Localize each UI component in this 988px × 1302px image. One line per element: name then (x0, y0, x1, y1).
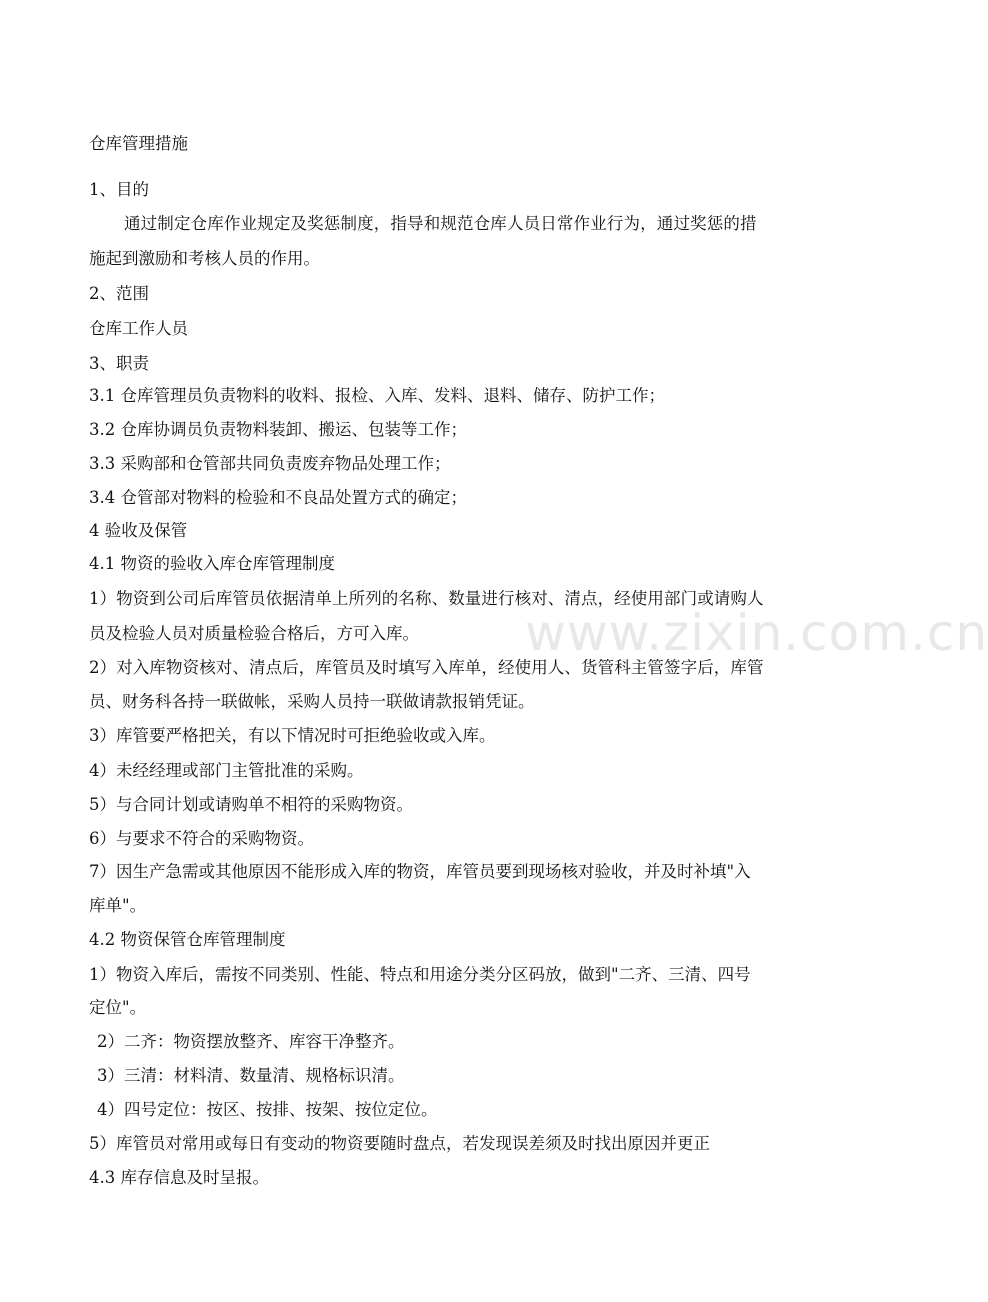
list-item: 3）库管要严格把关，有以下情况时可拒绝验收或入库。 (89, 726, 496, 745)
paragraph-line: 仓库工作人员 (89, 319, 188, 338)
list-item: 3.2 仓库协调员负责物料装卸、搬运、包装等工作； (89, 420, 467, 439)
list-item: 3）三清：材料清、数量清、规格标识清。 (97, 1066, 405, 1085)
document-title: 仓库管理措施 (89, 134, 188, 153)
list-item: 库单"。 (89, 896, 147, 915)
list-item: 3.1 仓库管理员负责物料的收料、报检、入库、发料、退料、储存、防护工作； (89, 386, 665, 405)
list-item: 6）与要求不符合的采购物资。 (89, 829, 314, 848)
list-item: 2）二齐：物资摆放整齐、库容干净整齐。 (97, 1032, 405, 1051)
list-item: 2）对入库物资核对、清点后，库管员及时填写入库单，经使用人、货管科主管签字后，库管 (89, 658, 764, 677)
section-heading: 1、目的 (89, 180, 149, 199)
list-item: 4）四号定位：按区、按排、按架、按位定位。 (97, 1100, 438, 1119)
list-item: 员及检验人员对质量检验合格后，方可入库。 (89, 624, 419, 643)
paragraph-line: 施起到激励和考核人员的作用。 (89, 249, 320, 268)
subsection-heading: 4.3 库存信息及时呈报。 (89, 1168, 269, 1187)
subsection-heading: 4.1 物资的验收入库仓库管理制度 (89, 554, 335, 573)
list-item: 7）因生产急需或其他原因不能形成入库的物资，库管员要到现场核对验收，并及时补填"入 (89, 862, 751, 881)
section-heading: 2、范围 (89, 284, 149, 303)
list-item: 3.3 采购部和仓管部共同负责废弃物品处理工作； (89, 454, 451, 473)
list-item: 1）物资入库后，需按不同类别、性能、特点和用途分类分区码放，做到"二齐、三清、四号 (89, 965, 751, 984)
section-heading: 4 验收及保管 (89, 521, 188, 540)
list-item: 定位"。 (89, 998, 147, 1017)
list-item: 1）物资到公司后库管员依据清单上所列的名称、数量进行核对、清点，经使用部门或请购人 (89, 589, 764, 608)
list-item: 5）库管员对常用或每日有变动的物资要随时盘点，若发现误差须及时找出原因并更正 (89, 1134, 710, 1153)
section-heading: 3、职责 (89, 354, 149, 373)
list-item: 4）未经经理或部门主管批准的采购。 (89, 761, 364, 780)
watermark: www.zixin.com.cn (525, 604, 988, 662)
subsection-heading: 4.2 物资保管仓库管理制度 (89, 930, 286, 949)
paragraph-line: 通过制定仓库作业规定及奖惩制度，指导和规范仓库人员日常作业行为，通过奖惩的措 (124, 214, 757, 233)
list-item: 3.4 仓管部对物料的检验和不良品处置方式的确定； (89, 488, 467, 507)
list-item: 员、财务科各持一联做帐，采购人员持一联做请款报销凭证。 (89, 692, 535, 711)
list-item: 5）与合同计划或请购单不相符的采购物资。 (89, 795, 413, 814)
